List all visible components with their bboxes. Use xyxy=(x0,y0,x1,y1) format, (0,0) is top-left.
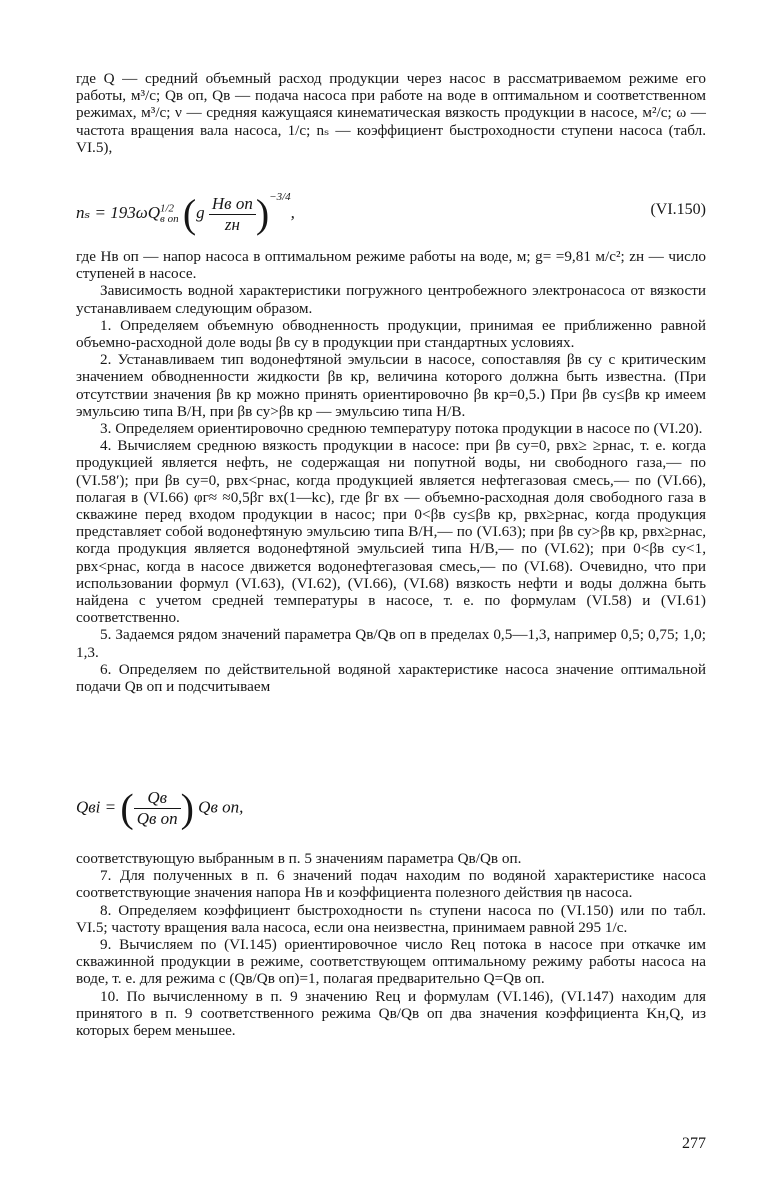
paragraph: где Q — средний объемный расход продукции через насос в рассматриваемом режиме его работы, м³/с; Qв оп, Qв — подача насоса при работе на воде в оптимальном и соответственном режимах, м³/с; ν — средняя кажущаяся кинематическая вязкость продукции в насосе, м²/с; ω — частота вращения вала насоса, 1/с; nₛ — коэффициент быстроходности ступени насоса (табл. VI.5), xyxy=(76,70,706,156)
formula-ns-g: g xyxy=(196,203,205,222)
formula-ns: $n_s = 193\omega Q^{1/2}_{в оп}$ (g $\frac{\text{Hв оп}}{zн}$ )$^{-3/4}$, (VI.150) xyxy=(76,191,706,237)
paragraph: где Hв оп — напор насоса в оптимальном режиме работы на воде, м; g= =9,81 м/с²; zн — число ступеней в насосе. xyxy=(76,248,706,283)
paragraph: 9. Вычисляем по (VI.145) ориентировочное число Reц потока в насосе при откачке им скважинной продукции в режиме, соответствующем оптимальному режиму работы насоса на воде, т. е. для режима с (Qв/Qв оп)=1, полагая предварительно Q=Qв оп. xyxy=(76,936,706,988)
formula-qbi-denominator: Qв оп xyxy=(136,809,178,828)
formula-ns-denominator: zн xyxy=(224,214,240,234)
formula-ns-numerator: Hв оп xyxy=(209,194,256,215)
paragraph: Зависимость водной характеристики погружного центробежного электронасоса от вязкости устанавливаем следующим образом. xyxy=(76,282,706,317)
paragraph: 2. Устанавливаем тип водонефтяной эмульсии в насосе, сопоставляя βв су с критическим значением обводненности жидкости βв кр, величина которого должна быть известна. (При отсутствии значения βв кр можно принять ориентировочно βв кр=0,5.) При βв су≤βв кр имеем эмульсию типа В/Н, при βв су>βв кр — эмульсию типа Н/В. xyxy=(76,351,706,420)
formula-ns-lhs: nₛ = 193ωQ xyxy=(76,203,160,222)
text-block-middle xyxy=(76,248,706,695)
formula-qbi-rhs: Qв оп, xyxy=(198,797,244,817)
paragraph: 1. Определяем объемную обводненность продукции, принимая ее приближенно равной объемно-расходной доле воды βв су в продукции при стандартных условиях. xyxy=(76,316,706,352)
formula-qbi-lhs: Qвi = xyxy=(76,797,117,817)
formula-ns-sub: в оп xyxy=(160,213,179,226)
formula-ns-tail: , xyxy=(290,203,295,222)
paragraph: 4. Вычисляем среднюю вязкость продукции в насосе: при βв су=0, pвх≥ ≥pнас, т. е. когда продукцией является нефть, не содержащая ни попутной воды, ни свободного газа,— по (VI.58′); при βв су=0, pвх<pнас, когда продукцией является нефтегазовая смесь,— по (VI.66), полагая в (VI.66) φг≈ ≈0,5βг вх(1—kс), где βг вх — объемно-расходная доля свободного газа в скважине перед входом продукции в насос; при 0<βв су≤βв кр, pвх≥pнас, когда продукция представляет собой водонефтяную эмульсию типа В/Н,— по (VI.63); при βв су>βв кр, pвх≥pнас, когда продукция является водонефтяной эмульсией типа Н/В,— по (VI.62); при 0<βв су<1, pвх<pнас, когда в насосе движется водонефтегазовая смесь,— по (VI.68). Очевидно, что при использовании формул (VI.63), (VI.62), (VI.66), (VI.68) вязкость нефти и воды должна быть найдена с учетом средней температуры в насосе, т. е. по формулам (VI.58) и (VI.61) соответственно. xyxy=(76,437,706,627)
text-block-bottom xyxy=(76,850,706,1039)
formula-ns-fraction xyxy=(209,194,256,235)
paragraph: соответствующую выбранным в п. 5 значениям параметра Qв/Qв оп. xyxy=(76,850,522,867)
formula-qbi: Qвi = ( $\frac{Qв}{\text{Qв оп}}$ ) Qв оп, xyxy=(76,785,244,831)
paragraph: 10. По вычисленному в п. 9 значению Reц и формулам (VI.146), (VI.147) находим для принятого в п. 9 соответственного режима Qв/Qв оп два значения коэффициента Kн,Q, из которых берем меньшее. xyxy=(76,987,706,1040)
text-block-top xyxy=(76,70,706,156)
formula-ns-power: −3/4 xyxy=(269,191,291,203)
paragraph: 7. Для полученных в п. 6 значений подач находим по водяной характеристике насоса соответствующие значения напора Hв и коэффициента полезного действия ηв насоса. xyxy=(76,867,706,902)
paragraph: 3. Определяем ориентировочно среднюю температуру потока продукции в насосе по (VI.20). xyxy=(100,420,703,438)
page-number: 277 xyxy=(682,1135,706,1152)
formula-qbi-numerator: Qв xyxy=(134,788,181,809)
formula-ns-sup: 1/2 xyxy=(159,202,175,215)
paragraph: 5. Задаемся рядом значений параметра Qв/Qв оп в пределах 0,5—1,3, например 0,5; 0,75; 1,0; 1,3. xyxy=(76,626,706,661)
paragraph: 6. Определяем по действительной водяной характеристике насоса значение оптимальной подачи Qв оп и подсчитываем xyxy=(76,660,706,696)
equation-number: (VI.150) xyxy=(650,201,706,218)
paragraph: 8. Определяем коэффициент быстроходности nₛ ступени насоса по (VI.150) или по табл. VI.5; частоту вращения вала насоса, если она неизвестна, принимаем равной 295 1/с. xyxy=(76,901,706,936)
formula-qbi-fraction xyxy=(134,788,181,829)
